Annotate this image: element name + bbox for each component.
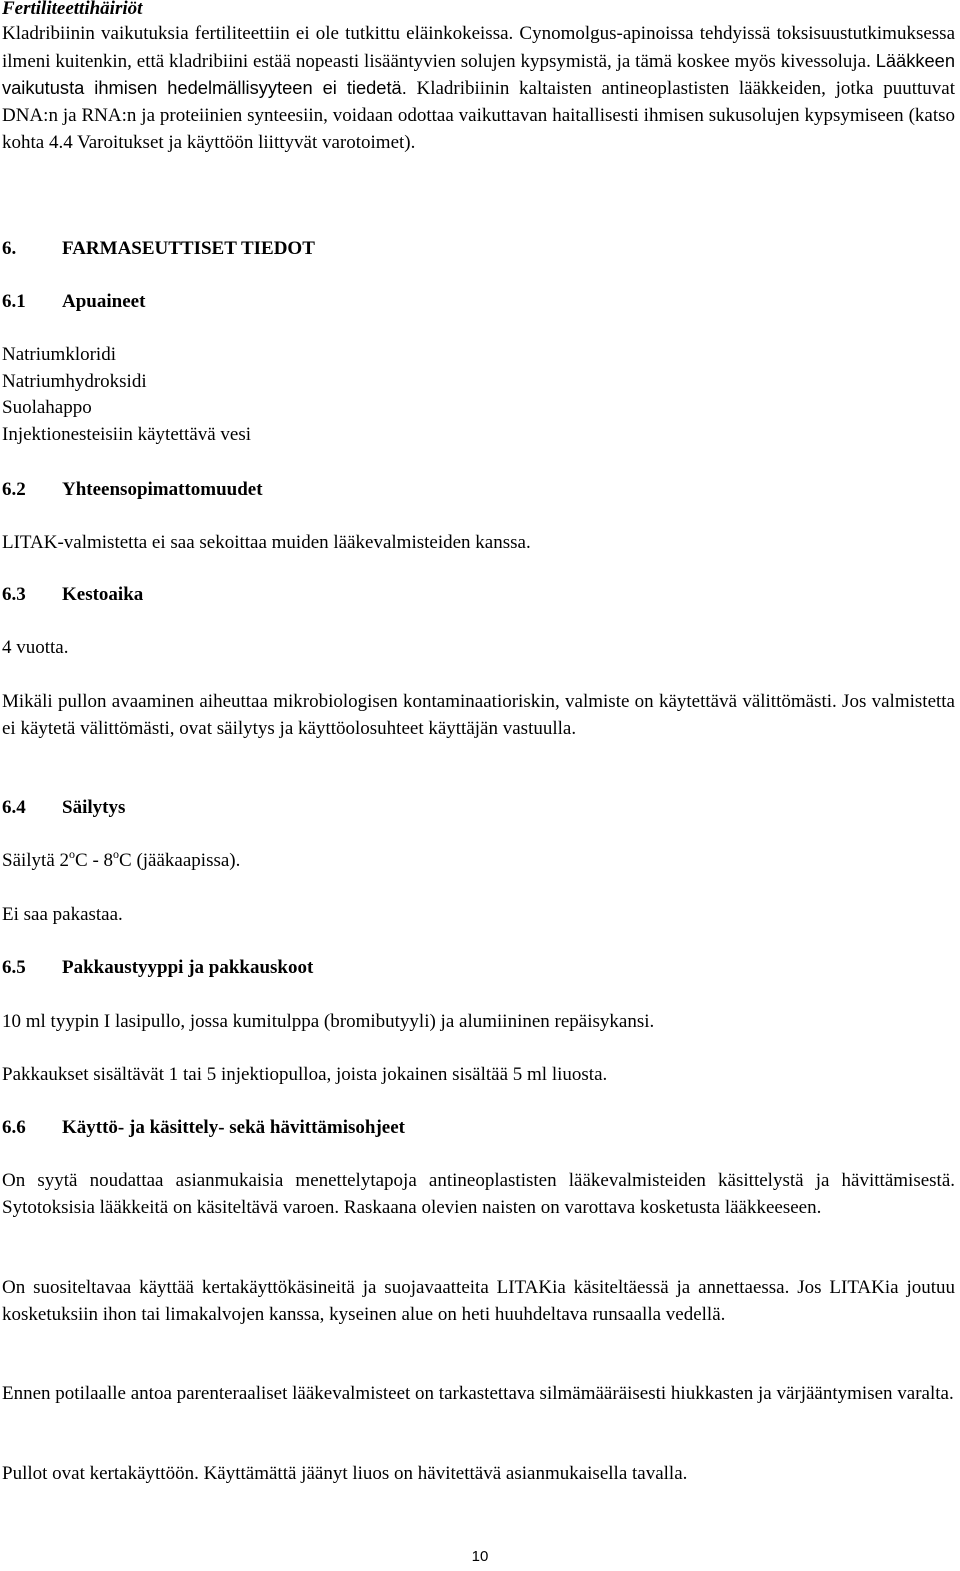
fertility-text-1: Kladribiinin vaikutuksia fertiliteettiin ei ole tutkittu eläinkokeissa. Cynomolgus-apinoissa tehdyissä toksisuustutkimuksessa ilmeni kuitenkin, että kladribiini estää nopeasti lisääntyvien solujen kypsymistä, ja tämä koskee myös kivessoluja. [2,23,955,72]
fertility-paragraph [2,21,955,157]
shelf-life-note: Mikäli pullon avaaminen aiheuttaa mikrobiologisen kontaminaatioriskin, valmiste on käytettävä välittömästi. Jos valmistetta ei käytetä välittömästi, ovat säilytys ja käyttöolosuhteet käyttäjän vastuulla. [2,691,955,739]
handling-paragraph-2: On suositeltavaa käyttää kertakäyttökäsineitä ja suojavaatteita LITAKia käsiteltäessä ja annettaessa. Jos LITAKia joutuu kosketuksiin ihon tai limakalvojen kanssa, kyseinen alue on heti huuhdeltava runsaalla vedellä. [2,1277,955,1325]
storage-text: Säilytä 2$^o$C - 8$^o$C (jääkaapissa). [2,846,241,871]
no-freeze-text: Ei saa pakastaa. [2,904,123,925]
container-text: 10 ml tyypin I lasipullo, jossa kumitulppa (bromibutyyli) ja alumiininen repäisykansi. [2,1011,655,1032]
handling-paragraph-3: Ennen potilaalle antoa parenteraaliset lääkevalmisteet on tarkastettava silmämääräisesti hiukkasten ja värjääntymisen varalta. [2,1383,954,1404]
section-number: 6.3 [2,584,26,605]
section-number: 6.6 [2,1117,26,1138]
list-item: Natriumkloridi [2,344,116,365]
excipients-list [2,342,955,449]
section-title: Apuaineet [62,291,146,312]
list-item: Injektionesteisiin käytettävä vesi [2,424,252,446]
section-6-heading [2,236,955,263]
page-number: 10 [471,1548,489,1565]
section-number: 6.1 [2,291,26,312]
list-item: Suolahappo [2,397,92,419]
section-6-3-heading [2,582,955,609]
fertility-text-3: Kladribiinin kaltaisten antineoplastisten lääkkeiden, jotka puuttuvat DNA:n ja RNA:n ja proteiinien synteesiin, voidaan odottaa vaikuttavan haitallisesti ihmisen sukusolujen kypsymiseen (katso kohta 4.4 Varoitukset ja käyttöön liittyvät varotoimet). [2,78,955,153]
section-number: 6.5 [2,957,26,978]
section-number: 6.2 [2,479,26,500]
handling-paragraph-4: Pullot ovat kertakäyttöön. Käyttämättä jäänyt liuos on hävitettävä asianmukaisella tavalla. [2,1463,688,1484]
fertility-heading: Fertiliteettihäiriöt [2,0,143,19]
incompatibilities-text: LITAK-valmistetta ei saa sekoittaa muiden lääkevalmisteiden kanssa. [2,532,531,553]
pack-size-text: Pakkaukset sisältävät 1 tai 5 injektiopulloa, joista jokainen sisältää 5 ml liuosta. [2,1064,608,1085]
section-6-4-heading [2,795,955,822]
section-title: Kestoaika [62,584,144,605]
section-title: FARMASEUTTISET TIEDOT [62,238,315,259]
handling-paragraph-1: On syytä noudattaa asianmukaisia menettelytapoja antineoplastisten lääkevalmisteiden käsittelystä ja hävittämisestä. Sytotoksisia lääkkeitä on käsiteltävä varoen. Raskaana olevien naisten on varottava kosketusta lääkkeeseen. [2,1170,955,1218]
section-6-5-heading [2,955,955,982]
section-number: 6.4 [2,797,26,818]
section-6-6-heading [2,1115,955,1142]
section-title: Käyttö- ja käsittely- sekä hävittämisohjeet [62,1117,406,1138]
section-title: Säilytys [62,797,126,818]
list-item: Natriumhydroksidi [2,370,147,392]
section-6-2-heading [2,477,955,504]
section-6-1-heading [2,289,955,316]
shelf-life-text: 4 vuotta. [2,637,69,658]
section-number: 6. [2,238,17,259]
section-title: Pakkaustyyppi ja pakkauskoot [62,957,314,978]
fertility-text-2: Lääkkeen vaikutusta ihmisen hedelmällisyyteen ei tiedetä. [2,49,956,99]
fertility-section [2,0,955,157]
section-title: Yhteensopimattomuudet [62,479,263,500]
